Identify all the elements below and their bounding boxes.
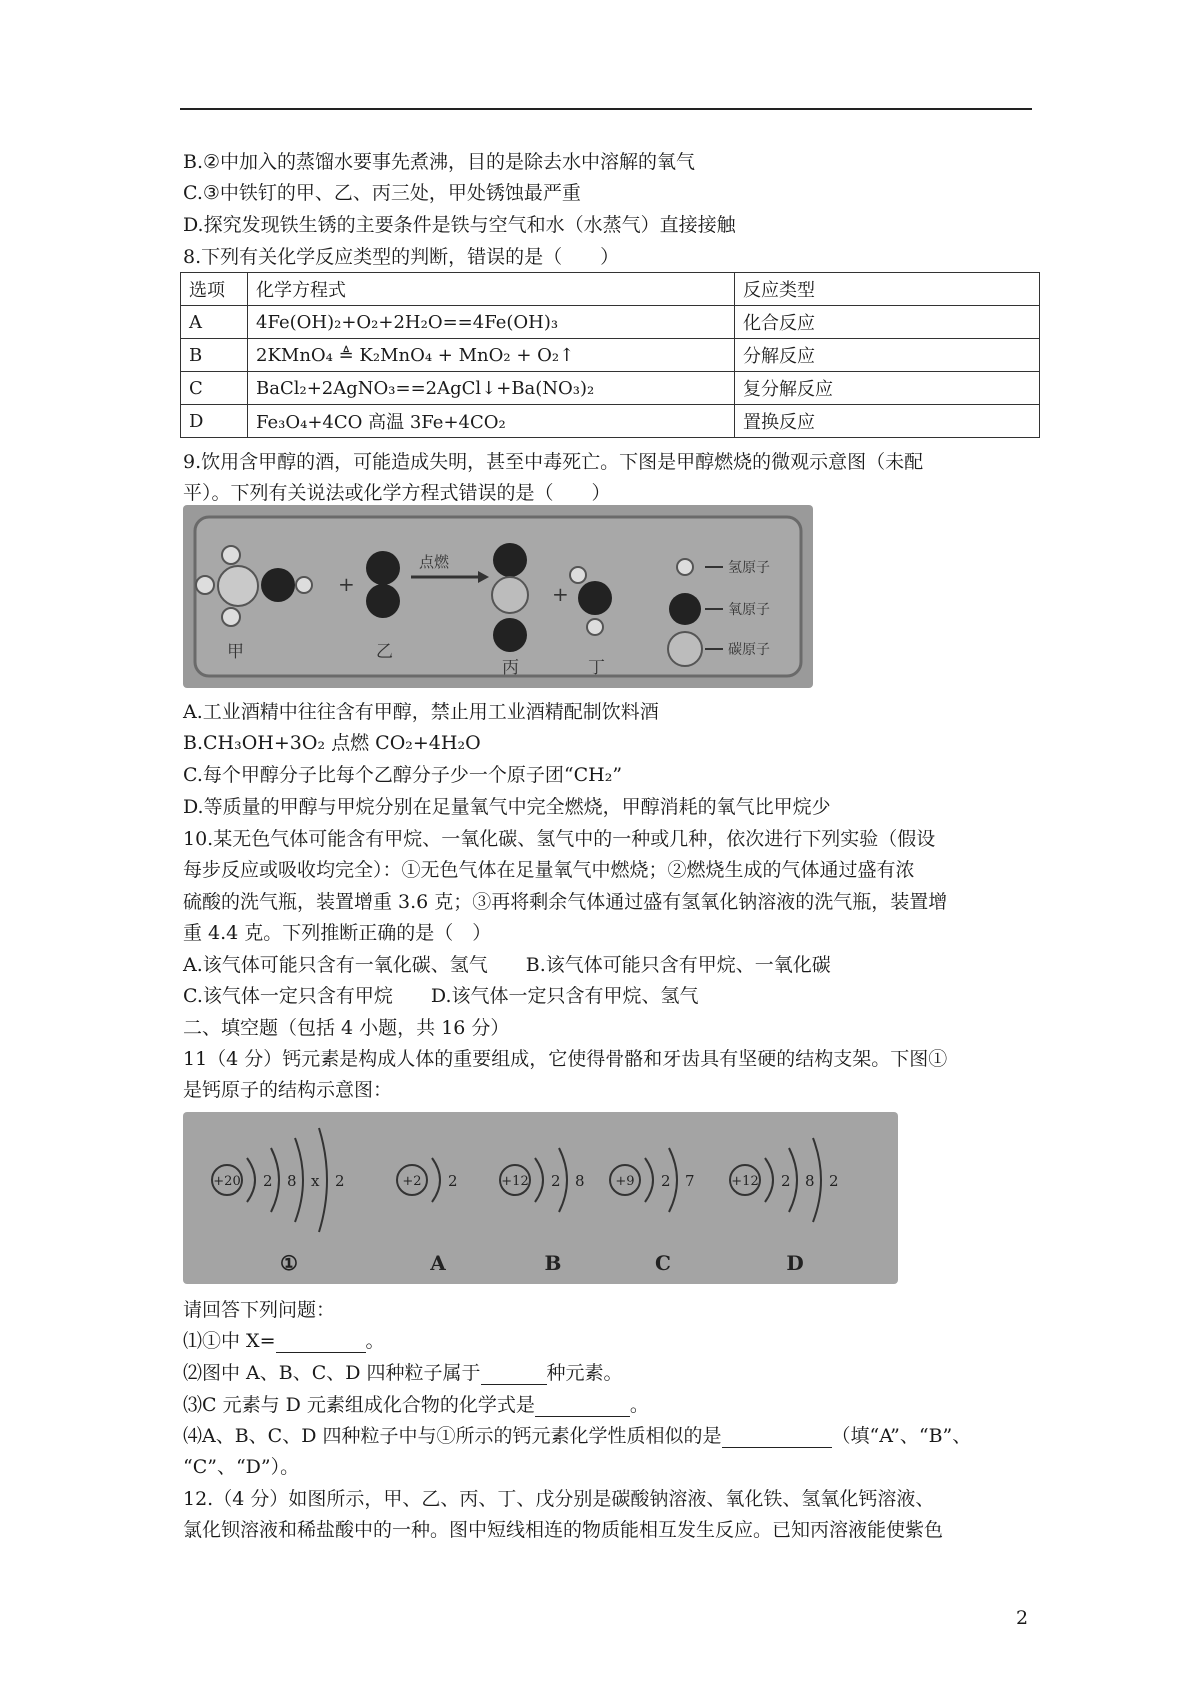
q11-sub1 bbox=[183, 1329, 385, 1353]
q11-stem-line2: 是钙原子的结构示意图： bbox=[183, 1079, 393, 1101]
q11-sub1-end: 。 bbox=[365, 1330, 385, 1352]
q9-option-d: D.等质量的甲醇与甲烷分别在足量氧气中完全燃烧，甲醇消耗的氧气比甲烷少 bbox=[183, 796, 831, 818]
q11-sub3-end: 。 bbox=[629, 1394, 649, 1416]
electron-shell-arc bbox=[319, 1128, 327, 1232]
table-cell: C bbox=[181, 372, 248, 405]
electron-shell-arc bbox=[535, 1158, 543, 1202]
q9-option-a: A.工业酒精中往往含有甲醇，禁止用工业酒精配制饮料酒 bbox=[183, 701, 659, 723]
electron-count: 8 bbox=[287, 1172, 297, 1190]
atom-label: ① bbox=[280, 1251, 298, 1275]
table-header: 化学方程式 bbox=[248, 273, 735, 306]
answer-blank[interactable] bbox=[722, 1447, 832, 1448]
table-header: 反应类型 bbox=[735, 273, 1040, 306]
atom-label: A bbox=[430, 1251, 446, 1275]
atom-label: D bbox=[786, 1251, 804, 1275]
electron-count: 2 bbox=[263, 1172, 273, 1190]
q11-sub2 bbox=[183, 1361, 623, 1385]
electron-shell-arc bbox=[645, 1158, 653, 1202]
electron-count: 2 bbox=[661, 1172, 671, 1190]
q9-option-b: B.CH₃OH+3O₂ 点燃 CO₂+4H₂O bbox=[183, 732, 481, 754]
q7-option-d: D.探究发现铁生锈的主要条件是铁与空气和水（水蒸气）直接接触 bbox=[183, 214, 736, 236]
table-header-row bbox=[181, 273, 1040, 306]
legend-label: 碳原子 bbox=[728, 642, 770, 658]
molecule-label: 甲 bbox=[227, 642, 244, 662]
q11-sub4 bbox=[183, 1424, 971, 1448]
electron-shell-arc bbox=[432, 1158, 440, 1202]
answer-blank[interactable] bbox=[535, 1416, 630, 1417]
molecule-label: 乙 bbox=[376, 642, 393, 662]
q11-prompt: 请回答下列问题： bbox=[183, 1299, 336, 1321]
table-cell: 2KMnO₄ ≜ K₂MnO₄ + MnO₂ + O₂↑ bbox=[248, 339, 735, 372]
header-rule bbox=[180, 108, 1032, 110]
table-row bbox=[181, 372, 1040, 405]
table-cell: BaCl₂+2AgNO₃==2AgCl↓+Ba(NO₃)₂ bbox=[248, 372, 735, 405]
q9-stem-line2: 平）。下列有关说法或化学方程式错误的是（ ） bbox=[183, 482, 611, 504]
arrow-label: 点燃 bbox=[419, 553, 450, 571]
answer-blank[interactable] bbox=[276, 1352, 366, 1353]
q11-sub4-cont: “C”、“D”）。 bbox=[183, 1456, 300, 1478]
q9-option-c: C.每个甲醇分子比每个乙醇分子少一个原子团“CH₂” bbox=[183, 764, 623, 786]
nucleus-charge: +20 bbox=[213, 1174, 241, 1189]
molecule-diagram bbox=[183, 505, 813, 688]
table-cell: 分解反应 bbox=[735, 339, 1040, 372]
q11-sub3-text: ⑶C 元素与 D 元素组成化合物的化学式是 bbox=[183, 1394, 535, 1416]
electron-count: 8 bbox=[575, 1172, 585, 1190]
q10-options-row2: C.该气体一定只含有甲烷 D.该气体一定只含有甲烷、氢气 bbox=[183, 985, 699, 1007]
table-row bbox=[181, 306, 1040, 339]
q11-sub2-end: 种元素。 bbox=[546, 1362, 623, 1384]
nucleus-charge: +2 bbox=[402, 1174, 422, 1189]
q11-sub3 bbox=[183, 1393, 649, 1417]
legend-label: 氧原子 bbox=[728, 602, 770, 618]
q7-option-c: C.③中铁钉的甲、乙、丙三处，甲处锈蚀最严重 bbox=[183, 182, 581, 204]
molecule-label: 丁 bbox=[588, 658, 605, 678]
section-heading: 二、填空题（包括 4 小题，共 16 分） bbox=[183, 1017, 510, 1039]
nucleus-charge: +12 bbox=[731, 1174, 759, 1189]
legend-label: 氢原子 bbox=[728, 560, 770, 576]
electron-count: 2 bbox=[551, 1172, 561, 1190]
electron-shell-arc bbox=[247, 1158, 255, 1202]
electron-count: 2 bbox=[781, 1172, 791, 1190]
electron-shell-arc bbox=[765, 1158, 773, 1202]
table-cell: B bbox=[181, 339, 248, 372]
table-header: 选项 bbox=[181, 273, 248, 306]
q10-options-row1: A.该气体可能只含有一氧化碳、氢气 B.该气体可能只含有甲烷、一氧化碳 bbox=[183, 954, 831, 976]
table-row bbox=[181, 405, 1040, 438]
q10-stem-line: 硫酸的洗气瓶，装置增重 3.6 克；③再将剩余气体通过盛有氢氧化钠溶液的洗气瓶，装置增 bbox=[183, 891, 948, 913]
q12-stem-line: 12.（4 分）如图所示，甲、乙、丙、丁、戊分别是碳酸钠溶液、氧化铁、氢氧化钙溶液、 bbox=[183, 1488, 935, 1510]
q11-sub1-text: ⑴①中 X= bbox=[183, 1330, 276, 1352]
q10-stem-line: 重 4.4 克。下列推断正确的是（ ） bbox=[183, 922, 492, 944]
q11-stem-line1: 11（4 分）钙元素是构成人体的重要组成，它使得骨骼和牙齿具有坚硬的结构支架。下图① bbox=[183, 1048, 948, 1070]
q12-stem-line: 氯化钡溶液和稀盐酸中的一种。图中短线相连的物质能相互发生反应。已知丙溶液能使紫色 bbox=[183, 1519, 944, 1541]
methanol-combustion-figure bbox=[183, 505, 813, 688]
atomic-structure-figure bbox=[183, 1112, 898, 1284]
table-cell: D bbox=[181, 405, 248, 438]
q9-stem-line1: 9.饮用含甲醇的酒，可能造成失明，甚至中毒死亡。下图是甲醇燃烧的微观示意图（未配 bbox=[183, 451, 924, 473]
electron-count: 2 bbox=[829, 1172, 839, 1190]
q11-sub4-end: （填“A”、“B”、 bbox=[831, 1425, 972, 1447]
atom-label: B bbox=[544, 1251, 562, 1275]
electron-count: 8 bbox=[805, 1172, 815, 1190]
q10-stem-line: 每步反应或吸收均完全）：①无色气体在足量氧气中燃烧；②燃烧生成的气体通过盛有浓 bbox=[183, 859, 915, 881]
table-cell: A bbox=[181, 306, 248, 339]
atom-diagrams bbox=[183, 1112, 898, 1284]
electron-count: 2 bbox=[335, 1172, 345, 1190]
nucleus-charge: +9 bbox=[615, 1174, 635, 1189]
q8-table bbox=[180, 272, 1040, 438]
table-cell: 复分解反应 bbox=[735, 372, 1040, 405]
q8-stem: 8.下列有关化学反应类型的判断，错误的是（ ） bbox=[183, 246, 620, 268]
svg-text:+: + bbox=[552, 582, 569, 606]
table-cell: 4Fe(OH)₂+O₂+2H₂O==4Fe(OH)₃ bbox=[248, 306, 735, 339]
q10-stem-line: 10.某无色气体可能含有甲烷、一氧化碳、氢气中的一种或几种，依次进行下列实验（假设 bbox=[183, 828, 936, 850]
table-cell: 化合反应 bbox=[735, 306, 1040, 339]
nucleus-charge: +12 bbox=[501, 1174, 529, 1189]
q7-option-b: B.②中加入的蒸馏水要事先煮沸，目的是除去水中溶解的氧气 bbox=[183, 151, 696, 173]
q11-sub4-text: ⑷A、B、C、D 四种粒子中与①所示的钙元素化学性质相似的是 bbox=[183, 1425, 722, 1447]
table-row bbox=[181, 339, 1040, 372]
q11-sub2-text: ⑵图中 A、B、C、D 四种粒子属于 bbox=[183, 1362, 481, 1384]
electron-count: x bbox=[311, 1172, 320, 1190]
atom-label: C bbox=[655, 1251, 671, 1275]
electron-count: 7 bbox=[685, 1172, 695, 1190]
table-cell: Fe₃O₄+4CO 高温 3Fe+4CO₂ bbox=[248, 405, 735, 438]
molecule-label: 丙 bbox=[502, 658, 519, 678]
electron-count: 2 bbox=[448, 1172, 458, 1190]
answer-blank[interactable] bbox=[481, 1384, 547, 1385]
page-number: 2 bbox=[1016, 1607, 1029, 1629]
svg-text:+: + bbox=[338, 572, 355, 596]
table-cell: 置换反应 bbox=[735, 405, 1040, 438]
